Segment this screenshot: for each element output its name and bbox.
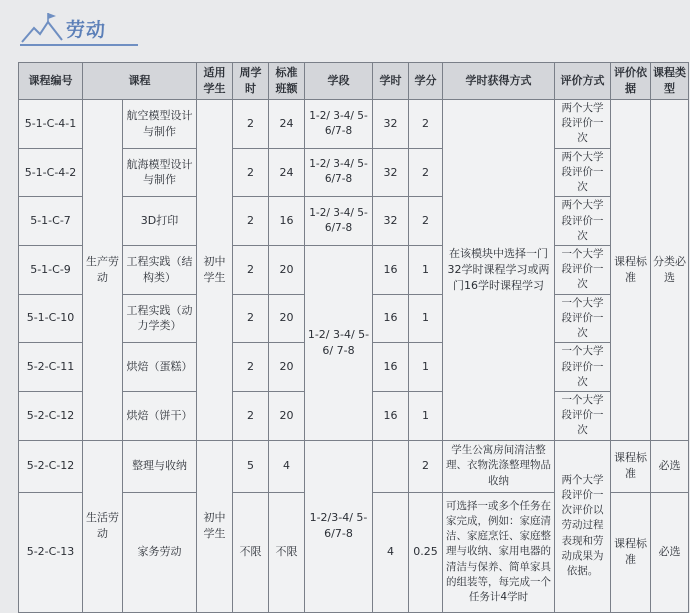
stage-cell: 1-2/ 3-4/ 5-6/7-8: [305, 100, 373, 149]
method-cell: 可选择一或多个任务在家完成，例如：家庭清洁、家庭烹饪、家庭整理与收纳、家用电器的清洁与保养、简单家具的组装等，每完成一个任务计4学时: [443, 492, 555, 612]
class-size: 4: [269, 440, 305, 492]
title-underline: [20, 44, 138, 46]
credits-cell: 1: [409, 391, 443, 440]
eval-cell: 一个大学段评价一次: [555, 245, 611, 294]
col-header-hours: 学时: [373, 63, 409, 100]
category-cell: 生产劳动: [83, 100, 123, 441]
hours-cell: 4: [373, 492, 409, 612]
col-header-code: 课程编号: [19, 63, 83, 100]
hours-cell: 16: [373, 245, 409, 294]
col-header-method: 学时获得方式: [443, 63, 555, 100]
hours-cell: 16: [373, 294, 409, 343]
weekly-hours: 2: [233, 245, 269, 294]
course-table: [18, 62, 689, 613]
credits-cell: 2: [409, 100, 443, 149]
credits-cell: 0.25: [409, 492, 443, 612]
section-title: 劳动: [66, 19, 107, 41]
credits-cell: 1: [409, 294, 443, 343]
method-cell: 学生公寓房间清洁整理、衣物洗涤整理物品收纳: [443, 440, 555, 492]
hours-cell: [373, 440, 409, 492]
weekly-hours: 2: [233, 100, 269, 149]
method-cell: 在该模块中选择一门32学时课程学习或两门16学时课程学习: [443, 100, 555, 441]
class-size: 24: [269, 100, 305, 149]
class-size: 24: [269, 148, 305, 197]
class-size: 20: [269, 294, 305, 343]
weekly-hours: 2: [233, 294, 269, 343]
stage-cell: 1-2/ 3-4/ 5-6/7-8: [305, 148, 373, 197]
class-size: 20: [269, 245, 305, 294]
col-header-credits: 学分: [409, 63, 443, 100]
col-header-type: 课程类型: [651, 63, 689, 100]
weekly-hours: 2: [233, 197, 269, 246]
course-name: 家务劳动: [123, 492, 197, 612]
course-code: 5-1-C-7: [19, 197, 83, 246]
basis-cell: 课程标准: [611, 440, 651, 492]
category-cell: 生活劳动: [83, 440, 123, 612]
type-cell: 分类必选: [651, 100, 689, 441]
mountain-flag-icon: [20, 12, 64, 46]
course-name: 3D打印: [123, 197, 197, 246]
eval-cell: 一个大学段评价一次: [555, 391, 611, 440]
col-header-eval: 评价方式: [555, 63, 611, 100]
basis-cell: 课程标准: [611, 100, 651, 441]
class-size: 不限: [269, 492, 305, 612]
credits-cell: 2: [409, 440, 443, 492]
course-name: 烘焙（饼干）: [123, 391, 197, 440]
stage-cell: 1-2/ 3-4/ 5-6/7-8: [305, 197, 373, 246]
course-code: 5-1-C-10: [19, 294, 83, 343]
hours-cell: 32: [373, 197, 409, 246]
course-name: 烘焙（蛋糕）: [123, 343, 197, 392]
course-name: 航海模型设计与制作: [123, 148, 197, 197]
course-name: 整理与收纳: [123, 440, 197, 492]
course-name: 工程实践（结构类）: [123, 245, 197, 294]
credits-cell: 1: [409, 343, 443, 392]
hours-cell: 16: [373, 343, 409, 392]
type-cell: 必选: [651, 492, 689, 612]
eval-cell: 两个大学段评价一次: [555, 100, 611, 149]
students-cell: 初中学生: [197, 440, 233, 612]
hours-cell: 32: [373, 148, 409, 197]
class-size: 16: [269, 197, 305, 246]
class-size: 20: [269, 343, 305, 392]
weekly-hours: 5: [233, 440, 269, 492]
table-row: [19, 100, 689, 149]
eval-cell: 两个大学段评价一次: [555, 197, 611, 246]
course-code: 5-1-C-4-1: [19, 100, 83, 149]
course-name: 工程实践（动力学类）: [123, 294, 197, 343]
eval-cell: 一个大学段评价一次: [555, 343, 611, 392]
hours-cell: 16: [373, 391, 409, 440]
table-header-row: [19, 63, 689, 100]
col-header-students: 适用学生: [197, 63, 233, 100]
course-code: 5-2-C-11: [19, 343, 83, 392]
stage-cell: 1-2/3-4/ 5-6/7-8: [305, 440, 373, 612]
stage-merged-cell: 1-2/ 3-4/ 5-6/ 7-8: [305, 245, 373, 440]
type-cell: 必选: [651, 440, 689, 492]
course-name: 航空模型设计与制作: [123, 100, 197, 149]
credits-cell: 1: [409, 245, 443, 294]
course-code: 5-1-C-9: [19, 245, 83, 294]
course-code: 5-2-C-13: [19, 492, 83, 612]
weekly-hours: 2: [233, 148, 269, 197]
class-size: 20: [269, 391, 305, 440]
col-header-stage: 学段: [305, 63, 373, 100]
students-cell: 初中学生: [197, 100, 233, 441]
weekly-hours: 2: [233, 391, 269, 440]
eval-cell: 两个大学段评价一次评价以劳动过程表现和劳动成果为依据。: [555, 440, 611, 612]
credits-cell: 2: [409, 148, 443, 197]
course-code: 5-1-C-4-2: [19, 148, 83, 197]
course-code: 5-2-C-12: [19, 440, 83, 492]
weekly-hours: 不限: [233, 492, 269, 612]
course-code: 5-2-C-12: [19, 391, 83, 440]
col-header-course: 课程: [83, 63, 197, 100]
eval-cell: 两个大学段评价一次: [555, 148, 611, 197]
credits-cell: 2: [409, 197, 443, 246]
table-row: [19, 440, 689, 492]
eval-cell: 一个大学段评价一次: [555, 294, 611, 343]
weekly-hours: 2: [233, 343, 269, 392]
col-header-class-size: 标准班额: [269, 63, 305, 100]
basis-cell: 课程标准: [611, 492, 651, 612]
course-table-wrapper: [18, 62, 690, 604]
col-header-basis: 评价依据: [611, 63, 651, 100]
col-header-weekly: 周学时: [233, 63, 269, 100]
page-header: [0, 0, 688, 62]
hours-cell: 32: [373, 100, 409, 149]
